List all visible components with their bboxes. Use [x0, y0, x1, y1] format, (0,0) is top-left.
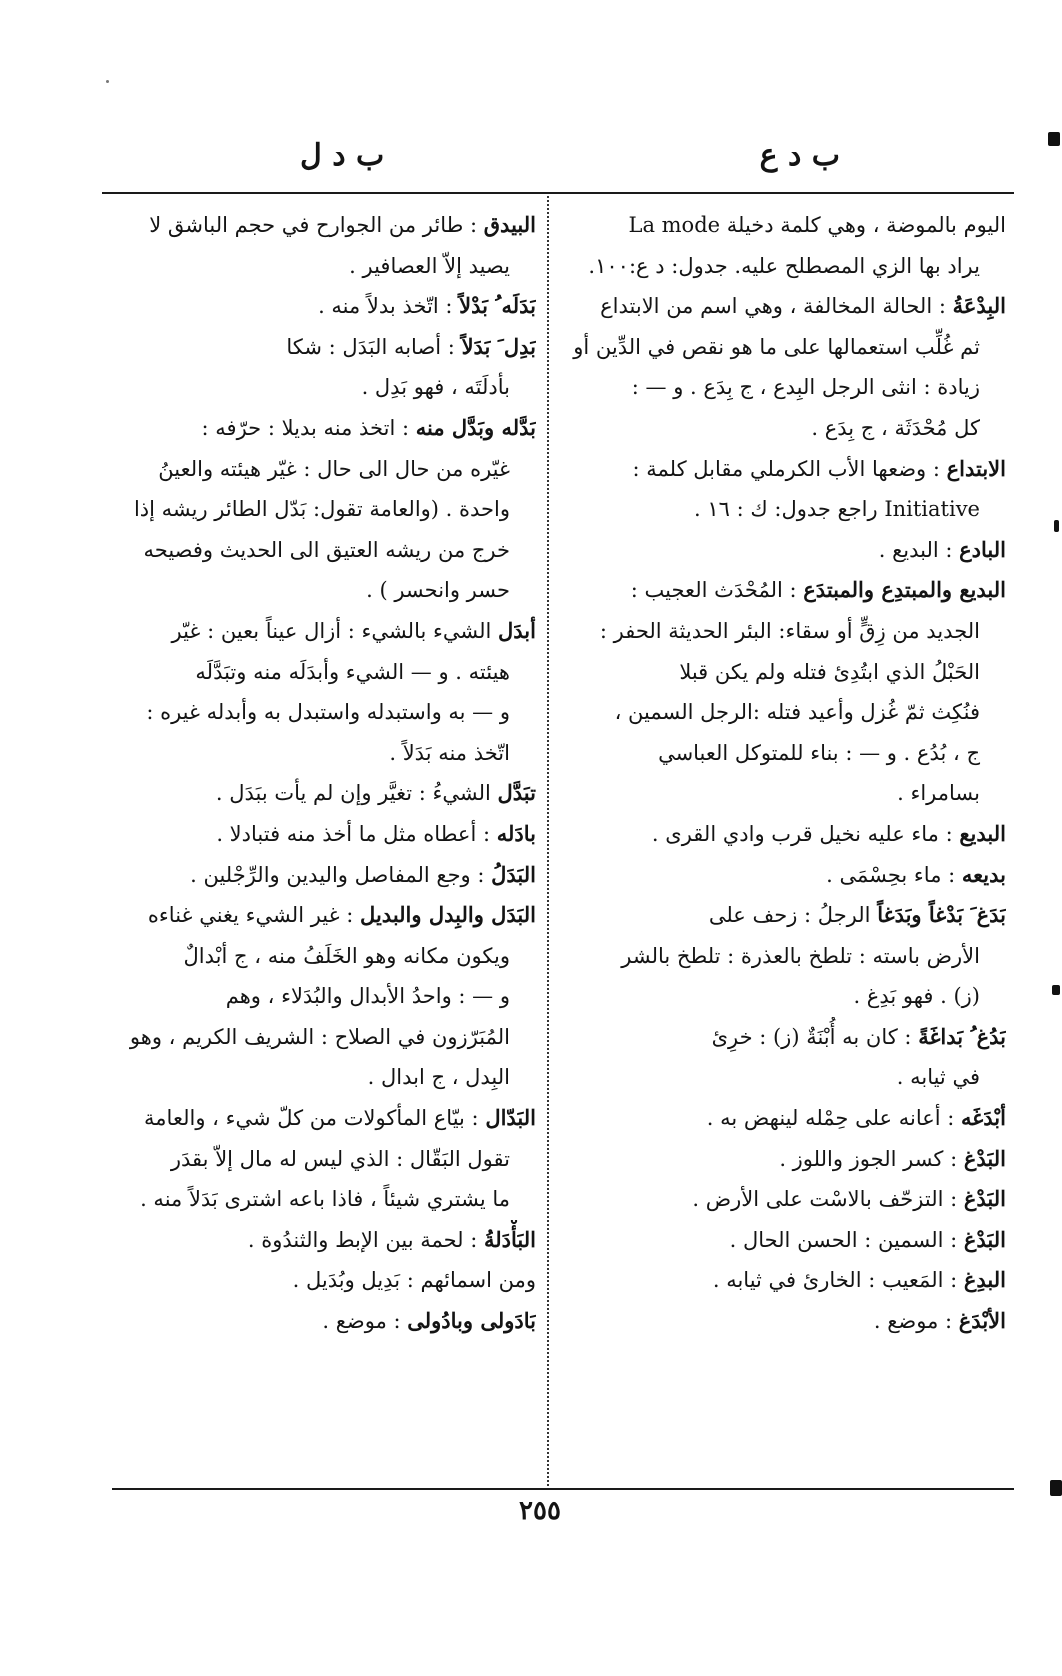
entry-line	[560, 855, 1006, 896]
entry-line	[560, 1179, 1006, 1220]
dictionary-entry	[108, 327, 536, 408]
entry-line	[108, 570, 536, 611]
entry-headword: بَدَغ َ بَدْغاً وبَدَغاً	[877, 902, 1006, 928]
entry-line	[560, 570, 1006, 611]
entry-line	[560, 286, 1006, 327]
entry-text: ثم غُلِّب استعمالها على ما هو نقص في الدِّين أو	[573, 334, 980, 359]
dictionary-entry	[560, 205, 1006, 286]
entry-line	[560, 895, 1006, 936]
entry-line	[108, 1179, 536, 1220]
entry-line	[560, 1301, 1006, 1342]
entry-line	[560, 773, 1006, 814]
entry-line	[560, 1260, 1006, 1301]
header-rule	[102, 192, 1014, 194]
entry-text: واحدة . (والعامة تقول: بَدّل الطائر ريشه إذا	[133, 497, 510, 522]
entry-line	[560, 408, 1006, 449]
entry-text: كل مُحْدَثَة ، ج بِدَع .	[811, 415, 980, 440]
dictionary-entry	[108, 814, 536, 855]
entry-line	[560, 936, 1006, 977]
entry-text: يراد بها الزي المصطلح عليه. جدول: د ع:١٠٠.	[588, 253, 980, 278]
entry-line	[560, 246, 1006, 287]
entry-line	[108, 489, 536, 530]
entry-text: : اتخذ منه بديلا : حرّفه :	[201, 415, 410, 440]
entry-line	[108, 1098, 536, 1139]
entry-text: ومن اسمائهم : بَدِيل وبُدَيل .	[292, 1268, 536, 1293]
margin-mark	[1052, 985, 1060, 995]
entry-line	[560, 327, 1006, 368]
entry-headword: بَدِل َ بَدَلاً	[461, 333, 536, 359]
entry-text: : التزحّف بالاسْت على الأرض .	[692, 1187, 958, 1212]
dictionary-entry	[560, 1301, 1006, 1342]
entry-headword: بَدُغ ُ بَداغَةً	[918, 1023, 1006, 1049]
dictionary-entry	[108, 286, 536, 327]
entry-text: البِدل ، ج ابدال .	[367, 1065, 510, 1090]
entry-text: ما يشتري شيئاً ، فاذا باعه اشترى بَدَلاً منه .	[140, 1187, 510, 1212]
entry-line	[108, 246, 536, 287]
page-header	[100, 138, 1020, 188]
dictionary-entry	[108, 408, 536, 611]
entry-text: و — به واستبدله واستبدل به وأبدله غيره :	[146, 700, 510, 725]
entry-line	[560, 733, 1006, 774]
entry-text: : طائر من الجوارح في حجم الباشق لا	[149, 213, 478, 237]
entry-line	[560, 1220, 1006, 1261]
entry-headword: الأبْدَغ	[958, 1308, 1006, 1334]
dictionary-entry	[560, 895, 1006, 1017]
entry-headword: أبدَل	[498, 617, 536, 643]
entry-line	[560, 1139, 1006, 1180]
entry-text: : كان به أُبْنَةٌ (ز) : خرِئ	[711, 1024, 912, 1049]
column-divider	[547, 196, 549, 1486]
entry-line	[560, 692, 1006, 733]
entry-line	[108, 855, 536, 896]
entry-text: : ماء بحِسْمَى .	[826, 862, 956, 887]
dictionary-entry	[560, 530, 1006, 571]
entry-line	[560, 1098, 1006, 1139]
entry-line	[108, 652, 536, 693]
entry-text: : أعانه على حِمْله لينهض به .	[706, 1106, 955, 1131]
entry-text: : غير الشيء يغني غناءه	[147, 903, 354, 928]
entry-text: : أعطاه مثل ما أخذ منه فتبادلا .	[216, 821, 491, 846]
scan-speck	[106, 80, 109, 83]
entry-line	[108, 936, 536, 977]
dictionary-entry	[108, 205, 536, 286]
entry-text: زيادة : انثى الرجل البِدع ، ج بِدَع . و — :	[631, 375, 980, 400]
entry-headword: البَدَلُ	[491, 861, 536, 887]
entry-headword: البِدْعَةُ	[952, 293, 1006, 319]
entry-headword: بديعه	[961, 861, 1006, 887]
dictionary-entry	[108, 855, 536, 896]
dictionary-entry	[560, 1179, 1006, 1220]
entry-line	[108, 976, 536, 1017]
entry-line	[108, 1220, 536, 1261]
entry-text: ويكون مكانه وهو الخَلَفُ منه ، ج أبْدالٌ	[183, 943, 510, 968]
entry-headword: البَدْغ	[963, 1226, 1006, 1252]
entry-text: في ثيابه .	[896, 1065, 980, 1090]
right-column-root: ب د ع	[759, 138, 840, 173]
margin-mark	[1054, 520, 1059, 532]
dictionary-entry	[108, 611, 536, 773]
entry-text: : اتّخذ بدلاً منه .	[318, 294, 453, 319]
entry-line	[560, 367, 1006, 408]
entry-line	[560, 1017, 1006, 1058]
entry-headword: البَدْغ	[963, 1186, 1006, 1212]
entry-text: : وضعها الأب الكرملي مقابل كلمة :	[632, 456, 940, 481]
dictionary-entry	[560, 1260, 1006, 1301]
entry-text: : المَعيب : الخارئ في ثيابه .	[712, 1268, 958, 1293]
dictionary-entry	[560, 855, 1006, 896]
entry-line	[108, 733, 536, 774]
entry-text: : البديع .	[878, 537, 953, 562]
entry-headword: البَدَل والبِدل والبديل	[360, 902, 536, 928]
entry-text: حسر وانحسر ) .	[366, 578, 510, 603]
entry-line	[108, 286, 536, 327]
dictionary-entry	[560, 449, 1006, 530]
entry-headword: البديع	[959, 820, 1006, 846]
entry-headword: بَادَولى وبادُولى	[407, 1308, 536, 1334]
margin-mark	[1050, 1480, 1062, 1496]
entry-line	[560, 611, 1006, 652]
right-column	[560, 205, 1006, 1342]
entry-headword: البَدّال	[485, 1105, 536, 1131]
entry-text: الجديد من زِقٍّ أو سقاء: البئر الحديثة الحفر :	[599, 618, 980, 643]
entry-headword: البيدق	[483, 212, 536, 237]
dictionary-entry	[560, 814, 1006, 855]
entry-text: تقول البَقّال : الذي ليس له مال إلاّ بقدَر	[170, 1146, 510, 1171]
entry-text: اتّخذ منه بَدَلاً .	[389, 740, 510, 765]
dictionary-entry	[560, 286, 1006, 448]
entry-line	[560, 205, 1006, 246]
entry-line	[108, 692, 536, 733]
dictionary-entry	[108, 895, 536, 1098]
dictionary-entry	[108, 1098, 536, 1220]
dictionary-entry	[560, 1220, 1006, 1261]
entry-text: Initiative راجع جدول: ك : ١٦ .	[694, 497, 980, 522]
entry-line	[560, 1057, 1006, 1098]
entry-line	[560, 814, 1006, 855]
dictionary-entry	[560, 1139, 1006, 1180]
entry-text: بأدلَتَه ، فهو بَدِل .	[361, 375, 510, 400]
dictionary-entry	[108, 1301, 536, 1342]
entry-text: الشيء بالشيء : أزال عيناً بعين : غيّر	[171, 618, 492, 643]
entry-line	[560, 489, 1006, 530]
entry-line	[108, 895, 536, 936]
entry-headword: بادَله	[496, 820, 536, 846]
entry-line	[560, 449, 1006, 490]
entry-text: : السمين : الحسن الحال .	[729, 1227, 958, 1252]
left-column-root: ب د ل	[300, 138, 385, 173]
entry-line	[108, 1057, 536, 1098]
dictionary-entry	[560, 570, 1006, 814]
entry-line	[108, 530, 536, 571]
entry-text: فنُكِث ثمّ غُزل وأعيد فتله :الرجل السمين ،	[614, 700, 980, 725]
entry-line	[108, 611, 536, 652]
entry-headword: بَدَّله وبَدَّل منه	[415, 414, 536, 440]
entry-text: : موضع .	[322, 1309, 401, 1334]
footer-rule	[112, 1488, 1014, 1490]
entry-line	[560, 530, 1006, 571]
entry-text: يصيد إلاّ العصافير .	[349, 253, 510, 278]
entry-text: : أصابه البَدَل : شكا	[286, 334, 455, 359]
left-column	[108, 205, 536, 1342]
entry-headword: تبَدَّل	[497, 780, 536, 806]
entry-headword: البَأْدَلةُ	[484, 1226, 536, 1252]
entry-text: هيئته . و — الشيء وأبدَلَه منه وتبَدَّلَه	[195, 659, 510, 684]
entry-text: : المُحْدَث العجيب :	[630, 578, 797, 603]
page-number: ٢٥٥	[519, 1496, 561, 1526]
entry-line	[108, 773, 536, 814]
entry-headword: البدِغ	[963, 1267, 1006, 1293]
entry-line	[108, 1301, 536, 1342]
entry-text: الرجلُ : زحف على	[708, 903, 871, 928]
entry-text: : موضع .	[873, 1309, 953, 1334]
entry-text: الشيءُ : تغيَّر وإن لم يأت ببَدَل .	[215, 781, 491, 806]
entry-headword: البادع	[959, 536, 1006, 562]
dictionary-entry	[560, 1017, 1006, 1098]
entry-text: و — : واحدُ الأبدال والبُدَلاء ، وهم	[225, 984, 510, 1009]
entry-text: المُبَرّزون في الصلاح : الشريف الكريم ، وهو	[129, 1024, 510, 1049]
entry-text: اليوم بالموضة ، وهي كلمة دخيلة La mode	[628, 213, 1006, 237]
entry-line	[108, 327, 536, 368]
dictionary-entry	[108, 1220, 536, 1261]
entry-text: الأرض باسته : تلطخ بالعذرة : تلطخ بالشر	[621, 943, 980, 968]
entry-headword: بَدَلَه ُ بَدْلاً	[459, 293, 536, 319]
entry-text: : الحالة المخالفة ، وهي اسم من الابتداع	[600, 294, 946, 319]
entry-text: (ز) . فهو بَدِغ .	[853, 984, 980, 1009]
entry-line	[108, 449, 536, 490]
dictionary-entry	[560, 1098, 1006, 1139]
entry-line	[108, 814, 536, 855]
entry-line	[108, 1017, 536, 1058]
entry-text: : ماء عليه نخيل قرب وادي القرى .	[651, 821, 953, 846]
entry-headword: أبْدَغَه	[961, 1105, 1006, 1131]
entry-headword: البديع والمبتدِع والمبتدَع	[803, 577, 1006, 603]
entry-text: ج ، بُدُع . و — : بناء للمتوكل العباسي	[658, 740, 980, 765]
entry-line	[108, 1260, 536, 1301]
entry-headword: الابتداع	[946, 455, 1006, 481]
margin-mark	[1048, 132, 1060, 146]
entry-text: غيّره من حال الى حال : غيّر هيئته والعينُ	[158, 456, 510, 481]
entry-line	[108, 367, 536, 408]
entry-line	[560, 652, 1006, 693]
entry-text: بسامراء .	[897, 781, 980, 806]
entry-line	[560, 976, 1006, 1017]
entry-line	[108, 205, 536, 246]
entry-text: : بيّاع المأكولات من كلّ شيء ، والعامة	[144, 1106, 479, 1131]
entry-headword: البَدْغ	[963, 1145, 1006, 1171]
entry-text: خرج من ريشه العتيق الى الحديث وفصيحه	[143, 537, 510, 562]
entry-text: : لحمة بين الإبط والثندُوة .	[247, 1227, 478, 1252]
entry-text: : كسر الجوز واللوز .	[779, 1146, 958, 1171]
entry-text: : وجع المفاصل واليدين والرِّجْلين .	[190, 862, 485, 887]
entry-line	[108, 1139, 536, 1180]
dictionary-entry	[108, 1260, 536, 1301]
entry-line	[108, 408, 536, 449]
dictionary-entry	[108, 773, 536, 814]
entry-text: الحَبْلُ الذي ابتُدِئ فتله ولم يكن قبلا	[679, 659, 980, 684]
